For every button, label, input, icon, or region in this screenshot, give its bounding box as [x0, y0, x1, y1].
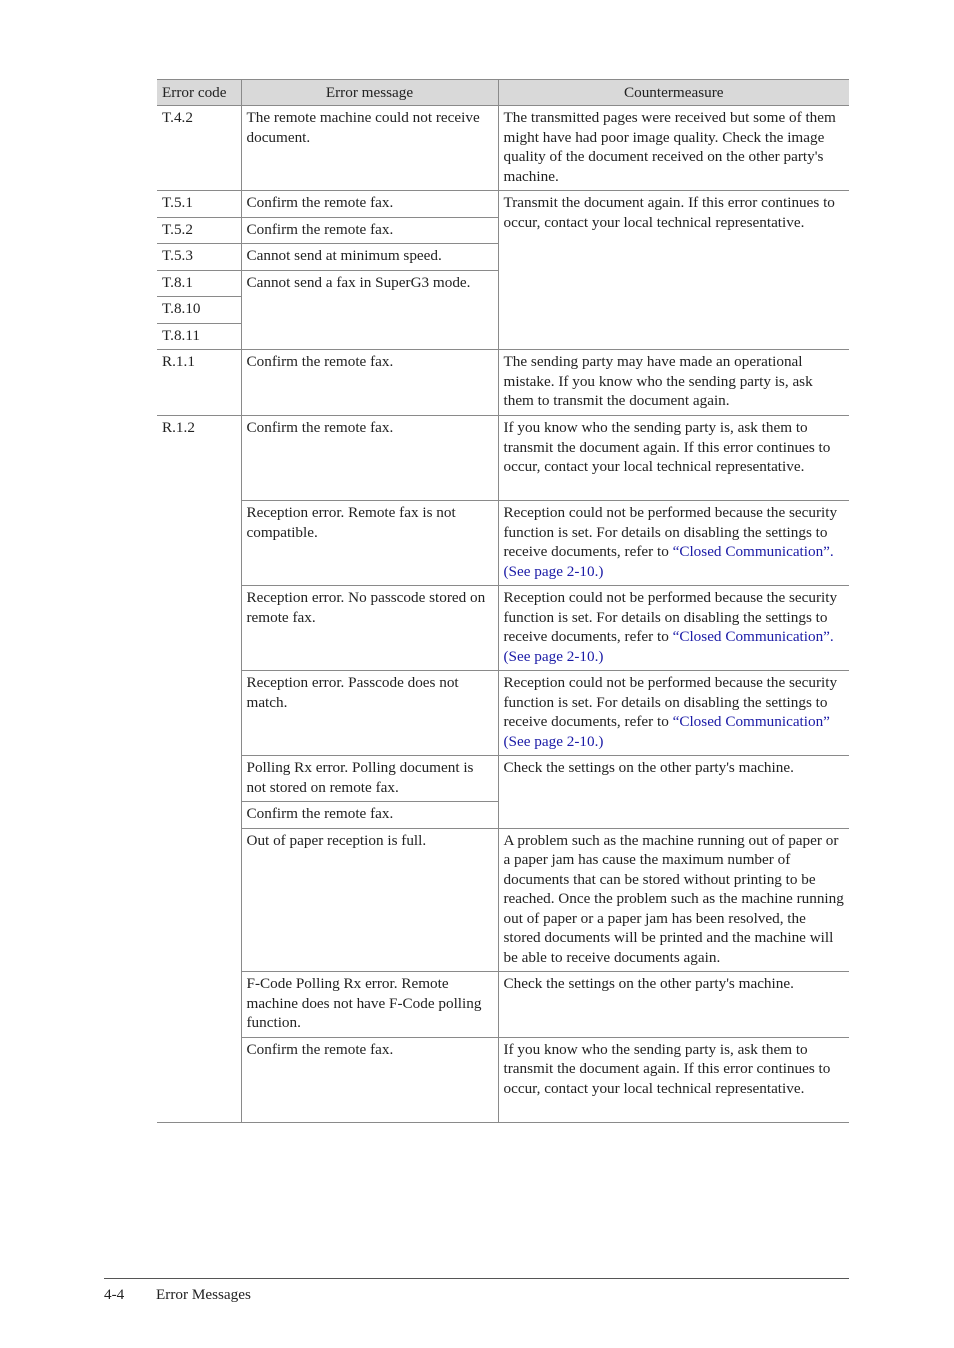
table-row	[157, 416, 849, 501]
countermeasure-text: Reception could not be performed because the security function is set. For details on disabling the settings to receive documents, refer to	[503, 674, 838, 730]
countermeasure-text: Reception could not be performed because the security function is set. For details on disabling the settings to receive documents, refer to	[503, 504, 838, 560]
error-code-cell: R.1.1	[157, 350, 241, 416]
table-row	[157, 106, 849, 191]
error-message-cell: Confirm the remote fax.	[241, 802, 498, 829]
footer-divider	[104, 1278, 849, 1279]
error-message-cell: Confirm the remote fax.	[241, 1037, 498, 1122]
error-message-cell: Reception error. Remote fax is not compatible.	[241, 501, 498, 586]
error-code-cell: T.5.3	[157, 244, 241, 271]
table-row	[157, 586, 849, 671]
countermeasure-cell: A problem such as the machine running out of paper or a paper jam has cause the maximum number of documents that can be stored without printing to be reached. Once the problem such as the machine running out of paper or a paper jam has been resolved, the stored documents will be printed and the machine will be able to receive documents again.	[498, 828, 849, 972]
error-table	[157, 79, 849, 1123]
header-error-code: Error code	[157, 80, 241, 106]
table-row	[157, 1037, 849, 1122]
error-code-cell: T.8.11	[157, 323, 241, 350]
page-footer	[104, 1286, 251, 1304]
error-message-cell: Cannot send a fax in SuperG3 mode.	[241, 270, 498, 350]
error-message-cell: Confirm the remote fax.	[241, 217, 498, 244]
header-error-message: Error message	[241, 80, 498, 106]
error-message-cell: Polling Rx error. Polling document is not stored on remote fax.	[241, 756, 498, 802]
error-code-cell: T.5.2	[157, 217, 241, 244]
table-row	[157, 501, 849, 586]
error-message-cell: F-Code Polling Rx error. Remote machine does not have F-Code polling function.	[241, 972, 498, 1038]
countermeasure-cell: Transmit the document again. If this error continues to occur, contact your local technical representative.	[498, 191, 849, 350]
table-row	[157, 756, 849, 802]
header-countermeasure: Countermeasure	[498, 80, 849, 106]
error-code-cell: T.8.10	[157, 297, 241, 324]
error-code-cell: T.5.1	[157, 191, 241, 218]
error-code-cell: T.8.1	[157, 270, 241, 297]
table-row	[157, 350, 849, 416]
error-message-cell: Reception error. No passcode stored on remote fax.	[241, 586, 498, 671]
countermeasure-text: Reception could not be performed because the security function is set. For details on disabling the settings to receive documents, refer to	[503, 589, 838, 645]
error-message-cell: Confirm the remote fax.	[241, 350, 498, 416]
closed-communication-link[interactable]: “Closed Communication”. (See page 2-10.)	[503, 628, 834, 665]
countermeasure-cell: Check the settings on the other party's machine.	[498, 972, 849, 1038]
error-message-cell: Reception error. Passcode does not match.	[241, 671, 498, 756]
countermeasure-cell: If you know who the sending party is, ask them to transmit the document again. If this error continues to occur, contact your local technical representative.	[498, 1037, 849, 1122]
countermeasure-cell: The transmitted pages were received but some of them might have had poor image quality. Check the image quality of the document received on the other party's machine.	[498, 106, 849, 191]
error-code-cell: R.1.2	[157, 416, 241, 1123]
page-number: 4-4	[104, 1286, 125, 1303]
error-table-container	[157, 79, 849, 1123]
countermeasure-cell	[498, 586, 849, 671]
table-row	[157, 671, 849, 756]
error-message-cell: The remote machine could not receive document.	[241, 106, 498, 191]
error-message-cell: Out of paper reception is full.	[241, 828, 498, 972]
section-title: Error Messages	[156, 1286, 251, 1303]
error-message-cell: Confirm the remote fax.	[241, 191, 498, 218]
table-row	[157, 828, 849, 972]
closed-communication-link[interactable]: “Closed Communication” (See page 2-10.)	[503, 713, 830, 750]
countermeasure-cell	[498, 501, 849, 586]
table-row	[157, 972, 849, 1038]
closed-communication-link[interactable]: “Closed Communication”. (See page 2-10.)	[503, 543, 834, 580]
countermeasure-cell: Check the settings on the other party's machine.	[498, 756, 849, 829]
error-message-cell: Confirm the remote fax.	[241, 416, 498, 501]
error-message-cell: Cannot send at minimum speed.	[241, 244, 498, 271]
countermeasure-cell: The sending party may have made an operational mistake. If you know who the sending party is, ask them to transmit the document again.	[498, 350, 849, 416]
table-row	[157, 191, 849, 218]
error-code-cell: T.4.2	[157, 106, 241, 191]
countermeasure-cell: If you know who the sending party is, ask them to transmit the document again. If this error continues to occur, contact your local technical representative.	[498, 416, 849, 501]
countermeasure-cell	[498, 671, 849, 756]
table-header-row	[157, 80, 849, 106]
